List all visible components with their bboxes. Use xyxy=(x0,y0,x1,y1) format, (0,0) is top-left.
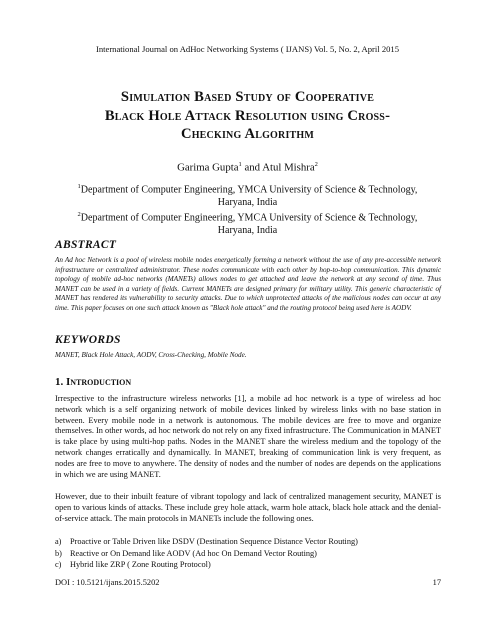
list-item-text: Hybrid like ZRP ( Zone Routing Protocol) xyxy=(70,560,211,570)
affiliation-mark: 1 xyxy=(77,183,81,190)
affiliations xyxy=(44,181,451,237)
author-affiliation-mark: 2 xyxy=(314,161,318,168)
author-name: Atul Mishra xyxy=(262,161,315,174)
list-marker: a) xyxy=(55,537,62,546)
title-line-1: Simulation Based Study of Cooperative xyxy=(120,89,375,105)
affiliation xyxy=(44,209,451,237)
affiliation-mark: 2 xyxy=(77,211,81,219)
list-marker: b) xyxy=(55,548,62,558)
page-number: 17 xyxy=(432,578,441,587)
doi-link[interactable]: DOI : 10.5121/ijans.2015.5202 xyxy=(55,578,160,587)
keywords-text: MANET, Black Hole Attack, AODV, Cross-Checking, Mobile Node. xyxy=(55,351,247,359)
author-name: Garima Gupta xyxy=(177,161,239,174)
affiliation xyxy=(44,181,451,209)
page-footer xyxy=(55,578,441,587)
abstract-text: An Ad hoc Network is a pool of wireless mobile nodes energetically forming a network without the use of any pre-accessible network infrastructure or centralized administrator. These nodes communicate with each other by hop-to-hop communication. This dynamic topology of mobile ad-hoc networks (MANETs) allows nodes to get attached and leave the network at any second of time. Thus MANET can be used in a variety of fields. Current MANETs are designed primary for military utility. This generic characteristic of MANET has rendered its vulnerability to security attacks. Due to which unprotected attacks of the malicious nodes can occur at any time. This paper focuses on one such attack known as "Black hole attack" and the routing protocol being used here is AODV. xyxy=(55,256,441,312)
protocol-list xyxy=(55,536,441,571)
paper-title xyxy=(44,88,451,144)
affiliation-line: Haryana, India xyxy=(217,196,278,208)
list-item-text: Proactive or Table Driven like DSDV (Destination Sequence Distance Vector Routing) xyxy=(70,537,358,546)
list-item xyxy=(55,559,441,571)
affiliation-line: Haryana, India xyxy=(217,224,278,236)
affiliation-line: Department of Computer Engineering, YMCA University of Science & Technology, xyxy=(80,212,418,224)
author-conjunction: and xyxy=(241,161,263,174)
title-line-2: Black Hole Attack Resolution using Cross- xyxy=(104,107,391,124)
author-list xyxy=(0,161,495,174)
affiliation-line: Department of Computer Engineering, YMCA University of Science & Technology, xyxy=(80,184,418,196)
section-heading-introduction: 1. Introduction xyxy=(55,376,132,388)
list-item-text: Reactive or On Demand like AODV (Ad hoc On Demand Vector Routing) xyxy=(70,548,317,558)
keywords-heading: KEYWORDS xyxy=(55,334,121,346)
paragraph: Irrespective to the infrastructure wireless networks [1], a mobile ad hoc network is a type of wireless ad hoc network which is a self organizing network of mobile devices linked by wireless links with no base station in between. Every mobile node in a network is autonomous. The mobile devices are free to move and organize themselves. In other words, ad hoc network do not rely on any fixed infrastructure. The Communication in MANET is take place by using multi-hop paths. Nodes in the MANET share the wireless medium and the topology of the network changes erratically and dynamically. In MANET, breaking of communication link is very frequent, as nodes are free to move to anywhere. The density of nodes and the number of nodes are depends on the applications in which we are using MANET. xyxy=(55,394,441,479)
list-marker: c) xyxy=(55,560,62,570)
journal-header: International Journal on AdHoc Networking Systems ( IJANS) Vol. 5, No. 2, April 2015 xyxy=(95,44,400,54)
paragraph: However, due to their inbuilt feature of vibrant topology and lack of centralized management security, MANET is open to various kinds of attacks. These include grey hole attack, warm hole attack, black hole attack and the denial-of-service attack. The main protocols in MANETs include the following ones. xyxy=(55,492,441,523)
author-affiliation-mark: 1 xyxy=(238,161,242,168)
title-line-3: Checking Algorithm xyxy=(180,126,315,142)
list-item xyxy=(55,536,441,548)
abstract-heading: ABSTRACT xyxy=(55,239,117,251)
list-item xyxy=(55,548,441,560)
